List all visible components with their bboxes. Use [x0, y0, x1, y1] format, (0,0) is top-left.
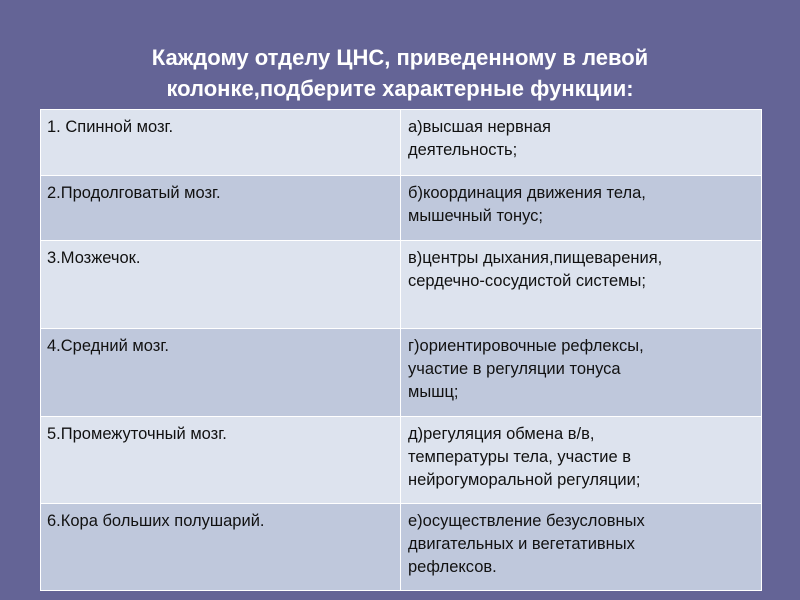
- function-cell: [401, 417, 762, 504]
- table-row: [41, 329, 762, 417]
- function-line: деятельность;: [408, 141, 518, 159]
- function-line: мышц;: [408, 383, 459, 401]
- function-line: д)регуляция обмена в/в,: [408, 425, 595, 443]
- function-line: в)центры дыхания,пищеварения,: [408, 249, 663, 267]
- function-line: сердечно-сосудистой системы;: [408, 272, 646, 290]
- function-cell: [401, 241, 762, 329]
- section-cell: 5.Промежуточный мозг.: [41, 417, 401, 504]
- function-cell: [401, 176, 762, 241]
- table-row: [41, 417, 762, 504]
- section-cell: 4.Средний мозг.: [41, 329, 401, 417]
- function-line: нейрогуморальной регуляции;: [408, 471, 641, 489]
- section-cell: 2.Продолговатый мозг.: [41, 176, 401, 241]
- slide-title: [0, 42, 800, 104]
- table-row: [41, 110, 762, 176]
- section-cell: 1. Спинной мозг.: [41, 110, 401, 176]
- function-line: мышечный тонус;: [408, 207, 543, 225]
- function-cell: [401, 329, 762, 417]
- matching-table: [40, 109, 762, 591]
- function-line: е)осуществление безусловных: [408, 512, 645, 530]
- function-cell: [401, 504, 762, 591]
- function-cell: [401, 110, 762, 176]
- title-line-2: колонке,подберите характерные функции:: [166, 76, 634, 101]
- table-row: [41, 176, 762, 241]
- section-cell: 6.Кора больших полушарий.: [41, 504, 401, 591]
- table-row: [41, 504, 762, 591]
- function-line: рефлексов.: [408, 558, 497, 576]
- function-line: температуры тела, участие в: [408, 448, 631, 466]
- function-line: г)ориентировочные рефлексы,: [408, 337, 644, 355]
- title-line-1: Каждому отделу ЦНС, приведенному в левой: [151, 45, 649, 70]
- function-line: участие в регуляции тонуса: [408, 360, 621, 378]
- table-row: [41, 241, 762, 329]
- section-cell: 3.Мозжечок.: [41, 241, 401, 329]
- function-line: а)высшая нервная: [408, 118, 551, 136]
- function-line: двигательных и вегетативных: [408, 535, 635, 553]
- function-line: б)координация движения тела,: [408, 184, 646, 202]
